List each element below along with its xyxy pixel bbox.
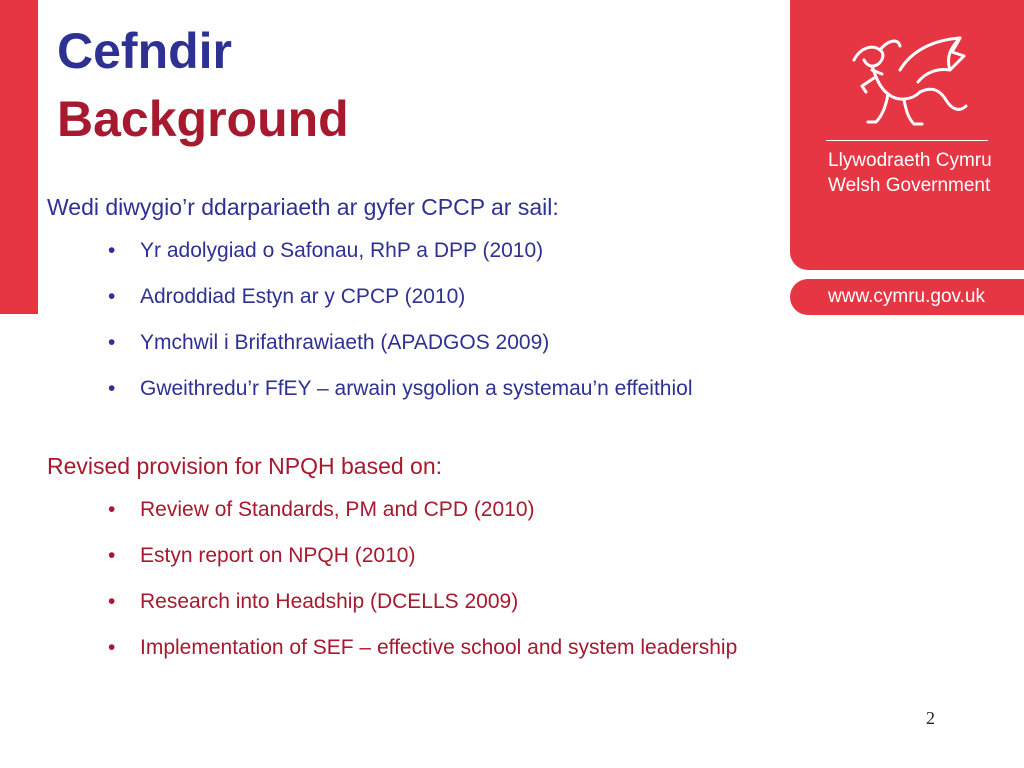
logo-text	[828, 148, 992, 198]
welsh-dragon-icon	[842, 30, 972, 135]
english-bullet-list	[108, 497, 737, 681]
bullet-icon: •	[108, 498, 116, 521]
page-number: 2	[926, 708, 935, 728]
bullet-icon: •	[108, 239, 116, 262]
list-item-text: Review of Standards, PM and CPD (2010)	[140, 498, 535, 521]
welsh-intro: Wedi diwygio’r ddarpariaeth ar gyfer CPCP ar sail:	[47, 194, 559, 220]
list-item-text: Ymchwil i Brifathrawiaeth (APADGOS 2009)	[140, 331, 550, 354]
left-accent-bar	[0, 0, 38, 314]
list-item	[108, 284, 693, 330]
list-item	[108, 497, 737, 543]
logo-line-english: Welsh Government	[828, 175, 991, 196]
bullet-icon: •	[108, 377, 116, 400]
list-item	[108, 238, 693, 284]
list-item	[108, 635, 737, 681]
list-item-text: Gweithredu’r FfEY – arwain ysgolion a systemau’n effeithiol	[140, 377, 693, 400]
page-title-welsh: Cefndir	[57, 23, 232, 79]
page-title-english: Background	[57, 91, 349, 147]
logo-line-welsh: Llywodraeth Cymru	[828, 150, 992, 171]
logo-divider	[826, 140, 988, 141]
list-item-text: Estyn report on NPQH (2010)	[140, 544, 416, 567]
english-intro: Revised provision for NPQH based on:	[47, 453, 443, 479]
bullet-icon: •	[108, 331, 116, 354]
bullet-icon: •	[108, 590, 116, 613]
list-item	[108, 376, 693, 422]
welsh-bullet-list	[108, 238, 693, 422]
bullet-icon: •	[108, 544, 116, 567]
bullet-icon: •	[108, 636, 116, 659]
website-url: www.cymru.gov.uk	[828, 286, 985, 307]
bullet-icon: •	[108, 285, 116, 308]
list-item	[108, 543, 737, 589]
list-item-text: Research into Headship (DCELLS 2009)	[140, 590, 519, 613]
list-item-text: Implementation of SEF – effective school and system leadership	[140, 636, 738, 659]
list-item	[108, 330, 693, 376]
list-item-text: Adroddiad Estyn ar y CPCP (2010)	[140, 285, 466, 308]
list-item-text: Yr adolygiad o Safonau, RhP a DPP (2010)	[140, 239, 544, 262]
list-item	[108, 589, 737, 635]
